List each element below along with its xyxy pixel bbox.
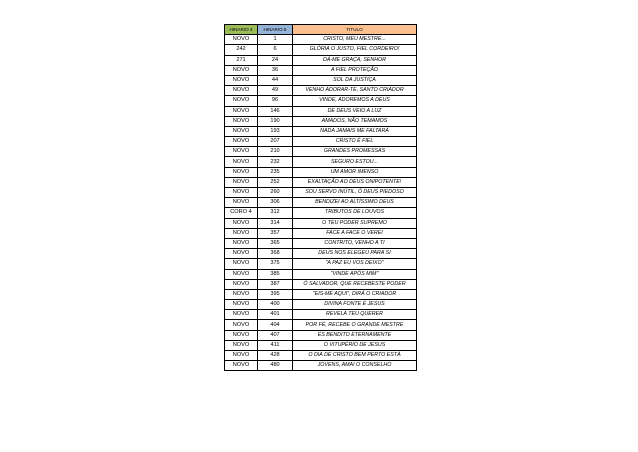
cell-titulo[interactable]: GLÓRIA O JUSTO, FIEL CORDEIRO!: [293, 45, 417, 55]
cell-titulo[interactable]: "EIS-ME AQUI", DIRÁ O CRIADOR: [293, 289, 417, 299]
cell-hinario-5[interactable]: 306: [258, 198, 293, 208]
table-row: [225, 126, 417, 136]
cell-hinario-4[interactable]: NOVO: [225, 147, 258, 157]
cell-hinario-4[interactable]: NOVO: [225, 228, 258, 238]
table-row: [225, 279, 417, 289]
cell-hinario-5[interactable]: 385: [258, 269, 293, 279]
cell-hinario-4[interactable]: NOVO: [225, 351, 258, 361]
cell-titulo[interactable]: DEUS NOS ELEGEU PARA SI: [293, 249, 417, 259]
cell-hinario-5[interactable]: 314: [258, 218, 293, 228]
cell-hinario-5[interactable]: 368: [258, 249, 293, 259]
cell-hinario-4[interactable]: NOVO: [225, 310, 258, 320]
table-row: [225, 361, 417, 371]
cell-titulo[interactable]: DÁ-ME GRAÇA, SENHOR: [293, 55, 417, 65]
cell-hinario-5[interactable]: 1: [258, 35, 293, 45]
cell-hinario-5[interactable]: 49: [258, 86, 293, 96]
cell-titulo[interactable]: ÉS BENDITO ETERNAMENTE: [293, 330, 417, 340]
cell-titulo[interactable]: CRISTO É FIEL: [293, 137, 417, 147]
cell-hinario-4[interactable]: NOVO: [225, 300, 258, 310]
cell-titulo[interactable]: EXALTAÇÃO AO DEUS ONIPOTENTE!: [293, 177, 417, 187]
table-row: [225, 188, 417, 198]
cell-hinario-4[interactable]: NOVO: [225, 126, 258, 136]
cell-titulo[interactable]: NADA JAMAIS ME FALTARÁ: [293, 126, 417, 136]
table-header-row: [225, 25, 417, 35]
cell-hinario-4[interactable]: NOVO: [225, 218, 258, 228]
cell-hinario-4[interactable]: NOVO: [225, 289, 258, 299]
table-row: [225, 86, 417, 96]
cell-titulo[interactable]: Ó SALVADOR, QUE RECEBESTE PODER: [293, 279, 417, 289]
table-row: [225, 310, 417, 320]
cell-titulo[interactable]: SOL DA JUSTIÇA: [293, 75, 417, 85]
cell-hinario-5[interactable]: 404: [258, 320, 293, 330]
cell-hinario-4[interactable]: NOVO: [225, 157, 258, 167]
table-row: [225, 177, 417, 187]
table-row: [225, 218, 417, 228]
table-row: [225, 289, 417, 299]
cell-hinario-4[interactable]: NOVO: [225, 330, 258, 340]
table-row: [225, 351, 417, 361]
cell-titulo[interactable]: JOVENS, AMAI O CONSELHO: [293, 361, 417, 371]
table-row: [225, 65, 417, 75]
cell-hinario-5[interactable]: 6: [258, 45, 293, 55]
cell-titulo[interactable]: O DIA DE CRISTO BEM PERTO ESTÁ: [293, 351, 417, 361]
cell-titulo[interactable]: DIVINA FONTE É JESUS: [293, 300, 417, 310]
cell-hinario-4[interactable]: 271: [225, 55, 258, 65]
cell-hinario-4[interactable]: NOVO: [225, 137, 258, 147]
cell-hinario-4[interactable]: NOVO: [225, 188, 258, 198]
cell-hinario-4[interactable]: NOVO: [225, 96, 258, 106]
cell-hinario-5[interactable]: 400: [258, 300, 293, 310]
cell-hinario-5[interactable]: 387: [258, 279, 293, 289]
cell-titulo[interactable]: "VINDE APÓS MIM": [293, 269, 417, 279]
cell-hinario-4[interactable]: NOVO: [225, 75, 258, 85]
table-row: [225, 147, 417, 157]
cell-hinario-5[interactable]: 357: [258, 228, 293, 238]
cell-titulo[interactable]: BENDIZEI AO ALTÍSSIMO DEUS: [293, 198, 417, 208]
cell-hinario-4[interactable]: NOVO: [225, 269, 258, 279]
table-row: [225, 157, 417, 167]
cell-hinario-5[interactable]: 96: [258, 96, 293, 106]
cell-hinario-5[interactable]: 36: [258, 65, 293, 75]
cell-hinario-5[interactable]: 235: [258, 167, 293, 177]
header-hinario-4[interactable]: HINARIO 4: [225, 25, 258, 35]
cell-titulo[interactable]: DE DEUS VEIO A LUZ: [293, 106, 417, 116]
cell-titulo[interactable]: POR FÉ, RECEBE O GRANDE MESTRE: [293, 320, 417, 330]
table-row: [225, 106, 417, 116]
cell-hinario-4[interactable]: NOVO: [225, 198, 258, 208]
cell-hinario-4[interactable]: NOVO: [225, 249, 258, 259]
cell-hinario-4[interactable]: NOVO: [225, 259, 258, 269]
table-row: [225, 259, 417, 269]
cell-hinario-4[interactable]: NOVO: [225, 106, 258, 116]
cell-titulo[interactable]: VENHO ADORAR-TE, SANTO CRIADOR: [293, 86, 417, 96]
cell-hinario-5[interactable]: 44: [258, 75, 293, 85]
table-row: [225, 55, 417, 65]
cell-hinario-5[interactable]: 480: [258, 361, 293, 371]
cell-hinario-5[interactable]: 146: [258, 106, 293, 116]
cell-hinario-5[interactable]: 428: [258, 351, 293, 361]
table-row: [225, 228, 417, 238]
cell-hinario-5[interactable]: 232: [258, 157, 293, 167]
header-titulo[interactable]: TITULO: [293, 25, 417, 35]
cell-titulo[interactable]: CRISTO, MEU MESTRE...: [293, 35, 417, 45]
cell-hinario-5[interactable]: 190: [258, 116, 293, 126]
table-row: [225, 96, 417, 106]
cell-hinario-5[interactable]: 207: [258, 137, 293, 147]
cell-hinario-4[interactable]: NOVO: [225, 320, 258, 330]
cell-titulo[interactable]: CONTRITO, VENHO A TI: [293, 238, 417, 248]
table-body: [225, 35, 417, 371]
cell-hinario-4[interactable]: NOVO: [225, 86, 258, 96]
cell-hinario-5[interactable]: 407: [258, 330, 293, 340]
table-row: [225, 300, 417, 310]
cell-titulo[interactable]: REVELA TEU QUERER: [293, 310, 417, 320]
cell-titulo[interactable]: "A PAZ EU VOS DEIXO": [293, 259, 417, 269]
cell-hinario-5[interactable]: 395: [258, 289, 293, 299]
cell-hinario-5[interactable]: 24: [258, 55, 293, 65]
hymn-table: [224, 24, 417, 371]
cell-hinario-4[interactable]: NOVO: [225, 238, 258, 248]
table-row: [225, 137, 417, 147]
cell-hinario-5[interactable]: 365: [258, 238, 293, 248]
cell-hinario-4[interactable]: 242: [225, 45, 258, 55]
table-row: [225, 75, 417, 85]
cell-hinario-5[interactable]: 210: [258, 147, 293, 157]
spreadsheet-page: [224, 24, 417, 371]
cell-hinario-5[interactable]: 193: [258, 126, 293, 136]
table-row: [225, 320, 417, 330]
cell-hinario-5[interactable]: 411: [258, 340, 293, 350]
cell-hinario-4[interactable]: NOVO: [225, 340, 258, 350]
cell-hinario-4[interactable]: NOVO: [225, 65, 258, 75]
table-row: [225, 340, 417, 350]
cell-titulo[interactable]: VINDE, ADOREMOS A DEUS: [293, 96, 417, 106]
table-row: [225, 330, 417, 340]
cell-hinario-4[interactable]: NOVO: [225, 35, 258, 45]
table-row: [225, 116, 417, 126]
cell-titulo[interactable]: SEGURO ESTOU...: [293, 157, 417, 167]
cell-hinario-4[interactable]: NOVO: [225, 116, 258, 126]
table-row: [225, 198, 417, 208]
cell-titulo[interactable]: A FIEL PROTEÇÃO: [293, 65, 417, 75]
cell-hinario-4[interactable]: NOVO: [225, 177, 258, 187]
header-hinario-5[interactable]: HINARIO 5: [258, 25, 293, 35]
cell-hinario-5[interactable]: 375: [258, 259, 293, 269]
cell-hinario-4[interactable]: NOVO: [225, 361, 258, 371]
cell-titulo[interactable]: FACE A FACE O VEREI: [293, 228, 417, 238]
cell-hinario-5[interactable]: 401: [258, 310, 293, 320]
cell-hinario-5[interactable]: 252: [258, 177, 293, 187]
cell-titulo[interactable]: TRIBUTOS DE LOUVOS: [293, 208, 417, 218]
cell-hinario-5[interactable]: 260: [258, 188, 293, 198]
table-row: [225, 208, 417, 218]
table-row: [225, 249, 417, 259]
cell-hinario-4[interactable]: NOVO: [225, 167, 258, 177]
cell-titulo[interactable]: UM AMOR IMENSO: [293, 167, 417, 177]
cell-titulo[interactable]: SOU SERVO INÚTIL, Ó DEUS PIEDOSO: [293, 188, 417, 198]
table-row: [225, 35, 417, 45]
table-row: [225, 167, 417, 177]
cell-hinario-4[interactable]: CORO 4: [225, 208, 258, 218]
cell-hinario-5[interactable]: 312: [258, 208, 293, 218]
cell-titulo[interactable]: O VITUPÉRIO DE JESUS: [293, 340, 417, 350]
cell-titulo[interactable]: AMADOS, NÃO TEMAMOS: [293, 116, 417, 126]
table-row: [225, 269, 417, 279]
table-row: [225, 45, 417, 55]
cell-titulo[interactable]: GRANDES PROMESSAS: [293, 147, 417, 157]
table-row: [225, 238, 417, 248]
cell-titulo[interactable]: O TEU PODER SUPREMO: [293, 218, 417, 228]
cell-hinario-4[interactable]: NOVO: [225, 279, 258, 289]
